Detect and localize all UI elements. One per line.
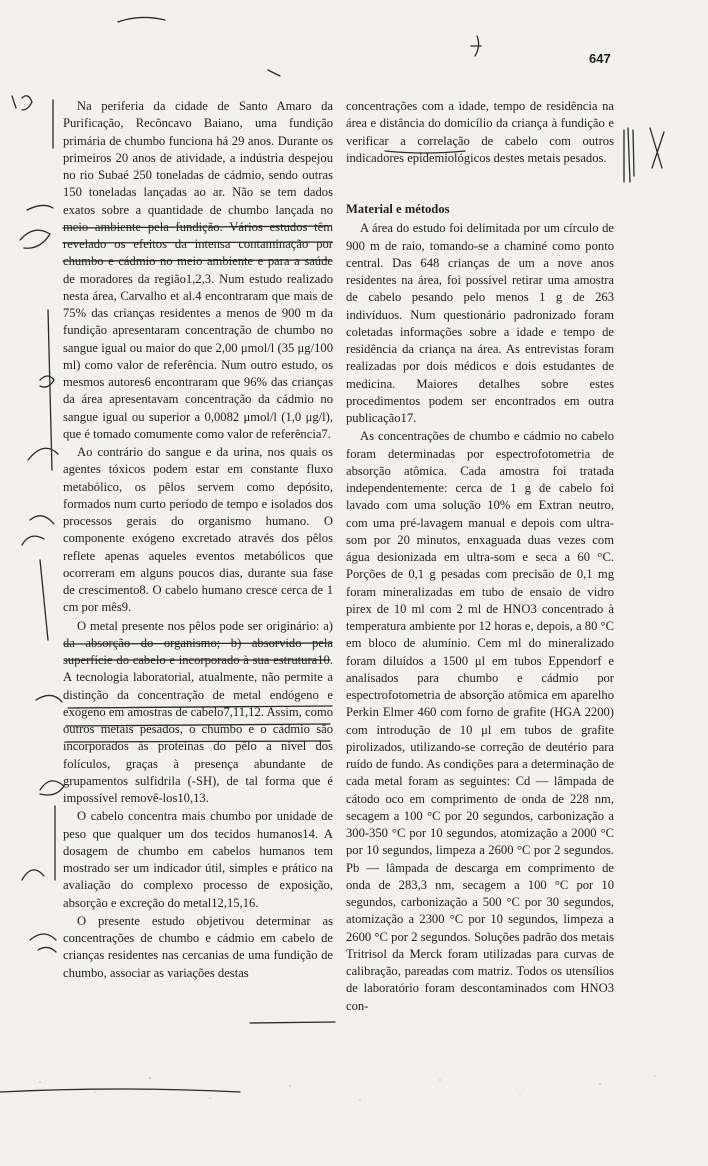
left-paragraph-4: O cabelo concentra mais chumbo por unidade de peso que qualquer um dos tecidos humanos14. A dosagem de chumbo em cabelos humanos tem mostrado ser um indicador útil, simples e prático na avaliação do complexo processo de exposição, absorção e excreção do metal12,15,16. [63,809,333,910]
right-paragraph-2: A área do estudo foi delimitada por um círculo de 900 m de raio, tomando-se a chaminé como ponto central. Das 648 crianças de um a nove anos residentes na área, foi possível retirar uma amostra de cabelo pesando pelo menos 1 g de 263 indivíduos. Num questionário padronizado foram coletadas informações sobre a idade e tempo de residência da criança na área. As entrevistas foram realizadas por dois médicos e dois estudantes de medicina. Maiores detalhes sobre estes procedimentos podem ser encontrados em outra publicação17. [346,221,614,425]
left-paragraph-1: Na periferia da cidade de Santo Amaro da Purificação, Recôncavo Baiano, uma fundição primária de chumbo funciona há 29 anos. Durante os primeiros 20 anos de atividade, a indústria despejou no rio Subaé 250 toneladas de cádmio, sendo outras 150 toneladas lançadas ao ar. Não se tem dados exatos sobre a quantidade de chumbo lançada no meio ambiente pela fundição. Vários estudos têm revelado os efeitos da intensa contaminação por chumbo e cádmio no meio ambiente e para a saúde de moradores da região1,2,3. Num estudo realizado nesta área, Carvalho et al.4 encontraram que mais de 75% das crianças residentes a menos de 900 m da fundição apresentaram concentração de chumbo no sangue igual ou maior do que 2,00 μmol/l (35 μg/100 ml) como valor de referência. Num outro estudo, os mesmos autores6 encontraram que 96% das crianças da área apresentavam concentração da cádmio no sangue igual ou superior a 0,0082 μmol/l (1,0 μg/l), que é tomado comumente como valor de referência7. [63,99,333,441]
left-paragraph-2: Ao contrário do sangue e da urina, nos quais os agentes tóxicos podem estar em constante fluxo metabólico, os pêlos servem como depósito, formados num curto período de tempo e isolados dos processos gerais do organismo humano. O componente exógeno excretado através dos pêlos reflete apenas aqueles eventos metabólicos que ocorreram em alguns poucos dias, durante sua fase de crescimento8. O cabelo humano cresce cerca de 1 cm por mês9. [63,445,333,615]
left-column [63,98,333,982]
right-paragraph-1: concentrações com a idade, tempo de residência na área e distância do domicílio da criança à fundição e verificar a correlação de cabelo com outros indicadores epidemiológicos destes metais pesados. [346,99,614,165]
page-number: 647 [589,51,611,66]
section-title: Material e métodos [346,202,450,216]
right-column [346,98,614,1015]
left-paragraph-5: O presente estudo objetivou determinar as concentrações de chumbo e cádmio em cabelo de crianças residentes nas cercanias de uma fundição de chumbo, associar as variações destas [63,913,333,980]
scan-noise [0,1070,708,1110]
right-paragraph-3: As concentrações de chumbo e cádmio no cabelo foram determinadas por espectrofotometria de absorção atômica. Cada amostra foi tratada independentemente: cerca de 1 g de cabelo foi lavado com uma solução 10% em Extran neutro, com uma pré-lavagem manual e depois com ultra-som por 20 minutos, enxaguada duas vezes com água desionizada em ultra-som e seca a 60 °C. Porções de 0,1 g pesadas com precisão de 0,1 mg foram mineralizadas em tubo de ensaio de vidro pirex de 10 ml com 2 ml de HNO3 concentrado à temperatura ambiente por 12 horas e, depois, a 80 °C em bloco de alumínio. Cem ml do mineralizado foram diluídos a 1500 μl em tubos Eppendorf e analisados para chumbo e cádmio por espectrofotometria de absorção atômica em aparelho Perkin Elmer 460 com forno de grafite (HGA 2200) com introdução de 10 μl em tubos de grafite pirolizados, utilizando-se correção de deutério para ruído de fundo. As condições para a determinação de cada metal foram as seguintes: Cd — lâmpada de cátodo oco em comprimento de onda de 228 nm, secagem a 100 °C por 20 segundos, carbonização a 300-350 °C por 10 segundos, atomização a 2000 °C por 10 segundos, limpeza a 2600 °C por 2 segundos. Pb — lâmpada de descarga em comprimento de onda de 283,3 nm, secagem a 100 °C por 10 segundos, carbonização a 500 °C por 30 segundos, atomização a 2300 °C por 10 segundos, limpeza a 2600 °C por 2 segundos. Soluções padrão dos metais Tritrisol da Merck foram utilizadas para curvas de calibração, pareadas com matriz. Todos os utensílios de laboratório foram descontaminados com HNO3 con- [346,429,614,1013]
left-paragraph-3: O metal presente nos pêlos pode ser originário: a) da absorção do organismo; b) absorvido pela superfície do cabelo e incorporado à sua estrutura10. A tecnologia laboratorial, atualmente, não permite a distinção da concentração de metal endógeno e exógeno em amostras de cabelo7,11,12. Assim, como outros metais pesados, o chumbo e o cádmio são incorporados às proteínas do pêlo a nível dos folículos, graças à presença abundante de grupamentos sulfidrila (-SH), de tal forma que é impossível removê-los10,13. [63,618,333,805]
